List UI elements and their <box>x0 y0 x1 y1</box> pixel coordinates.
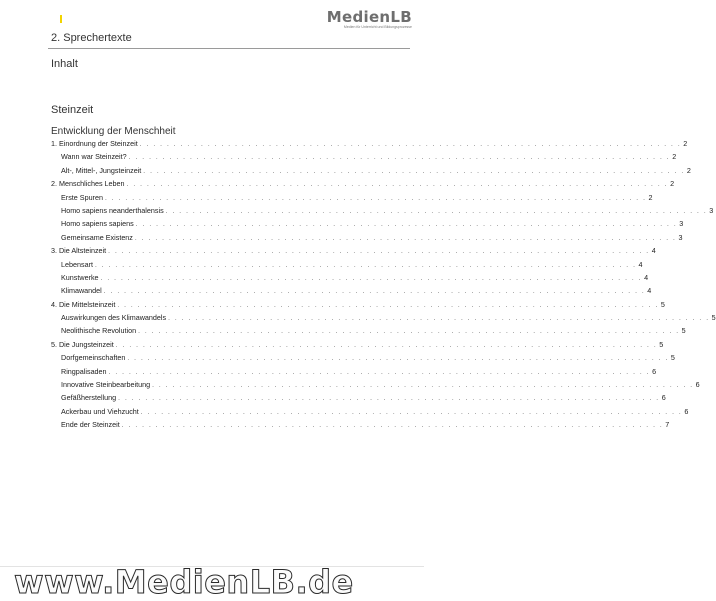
toc-entry[interactable] <box>51 353 675 366</box>
toc-entry-page: 2 <box>648 192 653 202</box>
toc-entry[interactable] <box>51 219 684 232</box>
toc-entry-label: Auswirkungen des Klimawandels <box>61 313 167 323</box>
toc-entry-label: Erste Spuren <box>61 192 103 202</box>
toc-entry[interactable] <box>51 192 653 206</box>
toc-dot-leader: . . . . . . . . . . . . . . . . . . . . . . . . . . . . . . . . . . . . . . . . . . . . . . . . . . . . . . . . . . . . . . . . . . . . . . . . . . . . . . . . <box>100 274 643 282</box>
toc-dot-leader: . . . . . . . . . . . . . . . . . . . . . . . . . . . . . . . . . . . . . . . . . . . . . . . . . . . . . . . . . . . . . . . . . . . . . . . . . . . . . . . . <box>126 181 669 189</box>
watermark-url: www.MedienLB.de <box>14 563 354 601</box>
toc-entry[interactable] <box>51 139 688 152</box>
toc-entry[interactable] <box>51 246 656 259</box>
toc-entry-label: Alt-, Mittel-, Jungsteinzeit <box>61 165 142 175</box>
logo-wordmark: MedienLB <box>326 8 412 26</box>
toc-entry-page: 2 <box>683 139 688 148</box>
toc-entry-page: 4 <box>644 272 649 282</box>
toc-entry-page: 6 <box>695 380 700 390</box>
toc-entry-label: Dorfgemeinschaften <box>61 353 126 363</box>
toc-entry-label: Innovative Steinbearbeitung <box>61 380 151 390</box>
toc-entry[interactable] <box>51 420 670 433</box>
toc-entry-page: 3 <box>679 219 684 229</box>
toc-entry-page: 3 <box>678 232 683 242</box>
toc-entry[interactable] <box>51 380 700 393</box>
toc-dot-leader: . . . . . . . . . . . . . . . . . . . . . . . . . . . . . . . . . . . . . . . . . . . . . . . . . . . . . . . . . . . . . . . . . . . . . . . . . . . . . . . . <box>140 408 683 416</box>
yellow-marker <box>60 15 62 23</box>
toc-entry-page: 6 <box>652 366 657 376</box>
table-of-contents <box>51 139 716 434</box>
toc-dot-leader: . . . . . . . . . . . . . . . . . . . . . . . . . . . . . . . . . . . . . . . . . . . . . . . . . . . . . . . . . . . . . . . . . . . . . . . . . . . . . . . . <box>152 382 694 390</box>
toc-entry[interactable] <box>51 165 691 179</box>
toc-entry[interactable] <box>51 393 666 406</box>
toc-entry-page: 4 <box>638 259 643 269</box>
toc-entry-page: 5 <box>711 313 716 323</box>
toc-title: Entwicklung der Menschheit <box>51 126 176 137</box>
toc-entry-label: 4. Die Mittelsteinzeit <box>51 299 116 309</box>
toc-entry[interactable] <box>51 205 714 219</box>
toc-entry-page: 4 <box>647 286 652 296</box>
toc-dot-leader: . . . . . . . . . . . . . . . . . . . . . . . . . . . . . . . . . . . . . . . . . . . . . . . . . . . . . . . . . . . . . . . . . . . . . . . . . . . . . . . . <box>121 422 664 430</box>
logo-tagline: Medien für Unterricht und Bildungsprozesse <box>343 25 412 29</box>
toc-entry-label: Ackerbau und Viehzucht <box>61 406 139 416</box>
toc-entry-page: 5 <box>660 299 665 309</box>
chapter-title: Steinzeit <box>51 104 94 116</box>
toc-entry-label: Klimawandel <box>61 286 102 296</box>
toc-dot-leader: . . . . . . . . . . . . . . . . . . . . . . . . . . . . . . . . . . . . . . . . . . . . . . . . . . . . . . . . . . . . . . . . . . . . . . . . . . . . . . . . <box>138 328 680 336</box>
toc-dot-leader: . . . . . . . . . . . . . . . . . . . . . . . . . . . . . . . . . . . . . . . . . . . . . . . . . . . . . . . . . . . . . . . . . . . . . . . . . . . . . . . . <box>165 207 708 215</box>
toc-entry[interactable] <box>51 339 664 353</box>
toc-entry[interactable] <box>51 272 649 286</box>
page-header-title: 2. Sprechertexte <box>51 32 132 44</box>
toc-entry-label: 5. Die Jungsteinzeit <box>51 339 114 349</box>
toc-entry-label: Ringpalisaden <box>61 366 107 376</box>
toc-entry-label: Homo sapiens sapiens <box>61 219 134 229</box>
toc-entry[interactable] <box>51 406 689 420</box>
toc-dot-leader: . . . . . . . . . . . . . . . . . . . . . . . . . . . . . . . . . . . . . . . . . . . . . . . . . . . . . . . . . . . . . . . . . . . . . . . . . . . . . . . . <box>117 301 659 309</box>
toc-dot-leader: . . . . . . . . . . . . . . . . . . . . . . . . . . . . . . . . . . . . . . . . . . . . . . . . . . . . . . . . . . . . . . . . . . . . . . . . . . . . . . . . <box>135 221 678 229</box>
toc-entry-label: Neolithische Revolution <box>61 326 137 336</box>
toc-dot-leader: . . . . . . . . . . . . . . . . . . . . . . . . . . . . . . . . . . . . . . . . . . . . . . . . . . . . . . . . . . . . . . . . . . . . . . . . . . . . . . . . <box>115 341 658 349</box>
toc-dot-leader: . . . . . . . . . . . . . . . . . . . . . . . . . . . . . . . . . . . . . . . . . . . . . . . . . . . . . . . . . . . . . . . . . . . . . . . . . . . . . . . . <box>118 395 660 403</box>
toc-dot-leader: . . . . . . . . . . . . . . . . . . . . . . . . . . . . . . . . . . . . . . . . . . . . . . . . . . . . . . . . . . . . . . . . . . . . . . . . . . . . . . . . <box>139 141 682 148</box>
toc-entry[interactable] <box>51 232 683 246</box>
toc-dot-leader: . . . . . . . . . . . . . . . . . . . . . . . . . . . . . . . . . . . . . . . . . . . . . . . . . . . . . . . . . . . . . . . . . . . . . . . . . . . . . . . . <box>128 154 671 162</box>
toc-entry-label: Homo sapiens neanderthalensis <box>61 205 164 215</box>
medienlb-logo <box>327 9 412 30</box>
toc-entry-label: Lebensart <box>61 259 93 269</box>
toc-entry-page: 5 <box>670 353 675 363</box>
toc-entry-label: Gemeinsame Existenz <box>61 232 133 242</box>
toc-entry[interactable] <box>51 313 716 326</box>
toc-entry[interactable] <box>51 366 657 380</box>
toc-entry-label: 2. Menschliches Leben <box>51 179 125 189</box>
toc-entry-page: 4 <box>651 246 656 256</box>
header-divider <box>48 48 410 49</box>
toc-entry-label: Kunstwerke <box>61 272 99 282</box>
toc-entry[interactable] <box>51 286 652 299</box>
toc-dot-leader: . . . . . . . . . . . . . . . . . . . . . . . . . . . . . . . . . . . . . . . . . . . . . . . . . . . . . . . . . . . . . . . . . . . . . . . . . . . . . . . . <box>143 167 685 175</box>
toc-entry[interactable] <box>51 299 665 313</box>
toc-entry-page: 3 <box>709 205 714 215</box>
toc-dot-leader: . . . . . . . . . . . . . . . . . . . . . . . . . . . . . . . . . . . . . . . . . . . . . . . . . . . . . . . . . . . . . . . . . . . . . . . . . . . . . . . . <box>103 288 646 296</box>
toc-entry-page: 5 <box>681 326 686 336</box>
toc-entry-page: 2 <box>672 152 677 162</box>
toc-entry[interactable] <box>51 326 686 339</box>
toc-entry-page: 6 <box>684 406 689 416</box>
toc-entry-page: 6 <box>661 393 666 403</box>
toc-entry-page: 5 <box>659 339 664 349</box>
toc-entry-label: 3. Die Altsteinzeit <box>51 246 107 256</box>
toc-dot-leader: . . . . . . . . . . . . . . . . . . . . . . . . . . . . . . . . . . . . . . . . . . . . . . . . . . . . . . . . . . . . . . . . . . . . . . . . . . . . . . . . <box>127 355 669 363</box>
toc-entry-page: 7 <box>665 420 670 430</box>
toc-entry[interactable] <box>51 152 677 165</box>
toc-dot-leader: . . . . . . . . . . . . . . . . . . . . . . . . . . . . . . . . . . . . . . . . . . . . . . . . . . . . . . . . . . . . . . . . . . . . . . . . . . . . . . . . <box>108 368 651 376</box>
toc-dot-leader: . . . . . . . . . . . . . . . . . . . . . . . . . . . . . . . . . . . . . . . . . . . . . . . . . . . . . . . . . . . . . . . . . . . . . . . . . . . . . . . . <box>104 194 647 202</box>
section-heading: Inhalt <box>51 58 78 70</box>
toc-entry[interactable] <box>51 179 675 192</box>
toc-dot-leader: . . . . . . . . . . . . . . . . . . . . . . . . . . . . . . . . . . . . . . . . . . . . . . . . . . . . . . . . . . . . . . . . . . . . . . . . . . . . . . . . <box>168 315 710 323</box>
toc-entry-label: Gefäßherstellung <box>61 393 117 403</box>
toc-dot-leader: . . . . . . . . . . . . . . . . . . . . . . . . . . . . . . . . . . . . . . . . . . . . . . . . . . . . . . . . . . . . . . . . . . . . . . . . . . . . . . . . <box>134 234 677 242</box>
toc-entry[interactable] <box>51 259 643 273</box>
toc-dot-leader: . . . . . . . . . . . . . . . . . . . . . . . . . . . . . . . . . . . . . . . . . . . . . . . . . . . . . . . . . . . . . . . . . . . . . . . . . . . . . . . . <box>94 261 637 269</box>
toc-entry-label: Ende der Steinzeit <box>61 420 120 430</box>
toc-entry-page: 2 <box>670 179 675 189</box>
toc-entry-label: Wann war Steinzeit? <box>61 152 127 162</box>
toc-entry-page: 2 <box>686 165 691 175</box>
toc-dot-leader: . . . . . . . . . . . . . . . . . . . . . . . . . . . . . . . . . . . . . . . . . . . . . . . . . . . . . . . . . . . . . . . . . . . . . . . . . . . . . . . . <box>108 248 650 256</box>
toc-entry-label: 1. Einordnung der Steinzeit <box>51 139 138 148</box>
